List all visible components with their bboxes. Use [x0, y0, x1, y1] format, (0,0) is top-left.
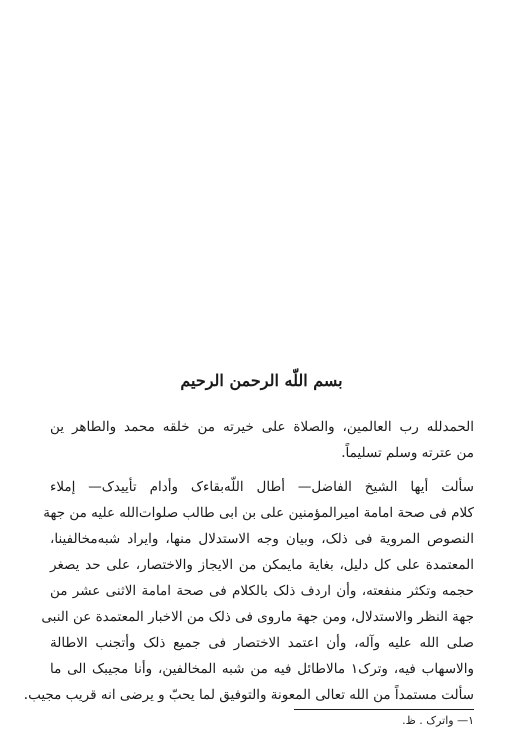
- paragraph-line: سألت أيها الشيخ الفاضل— أطال اللّه‌بقاءک وأدام تأييدک— إملاء: [50, 479, 474, 495]
- paragraph-opening: [50, 414, 474, 466]
- paragraph-line: سألت مستمداً من الله تعالى المعونة والتوفيق لما يحبّ و يرضى انه قريب مجيب.: [23, 687, 474, 703]
- paragraph-line: من عترته وسلم تسليماً.: [341, 445, 474, 461]
- paragraph-main: [23, 474, 474, 708]
- footnote: ۱— واترک . ظ.: [402, 714, 474, 727]
- paragraph-line: حجمه وتكثر منفعته، وأن اردف ذلک بالكلام فی صحة امامة الاثنی عشر من: [50, 583, 474, 599]
- paragraph-line: النصوص المروية فی ذلک، وبيان وجه الاستدلال منها، وايراد شبه‌مخالفينا،: [50, 531, 474, 547]
- basmala-heading: بسم اللّه الرحمن الرحيم: [180, 371, 343, 390]
- paragraph-line: صلى الله عليه وآله، وأن اعتمد الاختصار فی جميع ذلک وأتجنب الاطالة: [50, 635, 474, 651]
- paragraph-line: الحمدلله رب العالمين، والصلاة على خيرته من خلقه محمد والطاهر ين: [50, 419, 474, 435]
- paragraph-line: المعتمدة على كل دليل، بغاية مايمكن من الايجاز والاختصار، على حد يصغر: [50, 557, 474, 573]
- paragraph-line: جهة النظر والاستدلال، ومن جهة ماروی فی ذلک من الاخبار المعتمدة عن النبی: [41, 609, 474, 625]
- footnote-divider: [294, 709, 474, 710]
- paragraph-line: والاسهاب فيه، وترک۱ مالاطائل فيه من شبه المخالفين، وأنا مجيبک الى ما: [50, 661, 474, 677]
- paragraph-line: كلام فی صحة امامة اميرالمؤمنين على بن ابى طالب صلوات‌الله عليه من جهة: [43, 505, 474, 521]
